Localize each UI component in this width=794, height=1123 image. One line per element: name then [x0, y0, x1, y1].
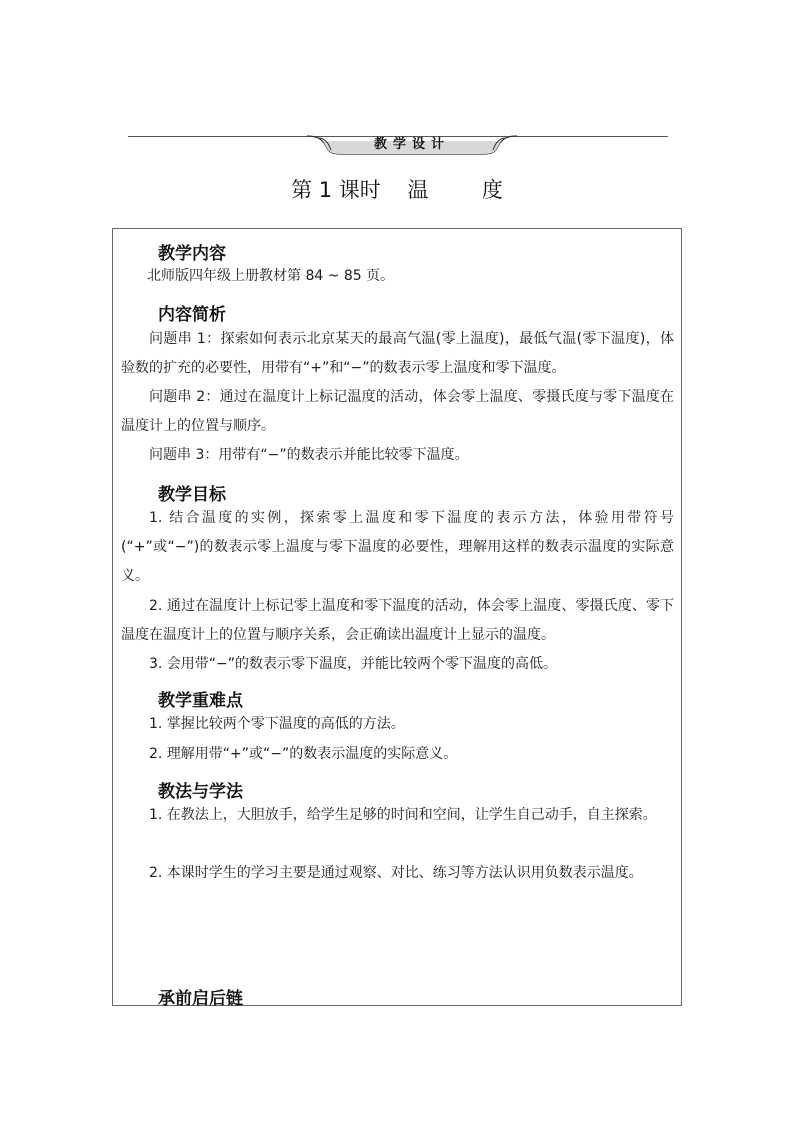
- section-heading-keypoints: 教学重难点: [158, 691, 243, 711]
- keypoints-paragraph-2: 2. 理解用带“+”或“−”的数表示温度的实际意义。: [149, 746, 458, 762]
- section-heading-analysis: 内容简析: [158, 305, 226, 325]
- analysis-paragraph-1: 问题串 1：探索如何表示北京某天的最高气温(零上温度)，最低气温(零下温度)，体验数的扩充的必要性，用带有“+”和“−”的数表示零上温度和零下温度。: [121, 331, 674, 376]
- section-heading-content: 教学内容: [158, 244, 226, 264]
- content-text: 北师版四年级上册教材第 84 ~ 85 页。: [147, 268, 395, 284]
- methods-paragraph-1: 1. 在教法上，大胆放手，给学生足够的时间和空间，让学生自己动手，自主探索。: [149, 807, 657, 823]
- header-badge: [305, 130, 519, 156]
- goals-paragraph-3: 3. 会用带“−”的数表示零下温度，并能比较两个零下温度的高低。: [149, 656, 558, 672]
- section-heading-methods: 教法与学法: [158, 782, 243, 802]
- methods-paragraph-2: 2. 本课时学生的学习主要是通过观察、对比、练习等方法认识用负数表示温度。: [149, 865, 643, 881]
- keypoints-paragraph-1: 1. 掌握比较两个零下温度的高低的方法。: [149, 716, 405, 732]
- goals-paragraph-2: 2. 通过在温度计上标记零上温度和零下温度的活动，体会零上温度、零摄氏度、零下温度在温度计上的位置与顺序关系，会正确读出温度计上显示的温度。: [121, 598, 674, 643]
- analysis-paragraph-3: 问题串 3：用带有“−”的数表示并能比较零下温度。: [149, 447, 469, 463]
- section-heading-goals: 教学目标: [158, 485, 226, 505]
- analysis-paragraph-2: 问题串 2：通过在温度计上标记温度的活动，体会零上温度、零摄氏度与零下温度在温度计上的位置与顺序。: [121, 389, 674, 434]
- goals-paragraph-1: 1. 结合温度的实例，探索零上温度和零下温度的表示方法，体验用带符号(“+”或“−”)的数表示零上温度与零下温度的必要性，理解用这样的数表示温度的实际意义。: [121, 510, 674, 584]
- lesson-title: 第 1 课时 温 度: [291, 178, 503, 202]
- header-badge-text: 教学设计: [373, 137, 450, 152]
- section-heading-link: 承前启后链: [158, 989, 243, 1009]
